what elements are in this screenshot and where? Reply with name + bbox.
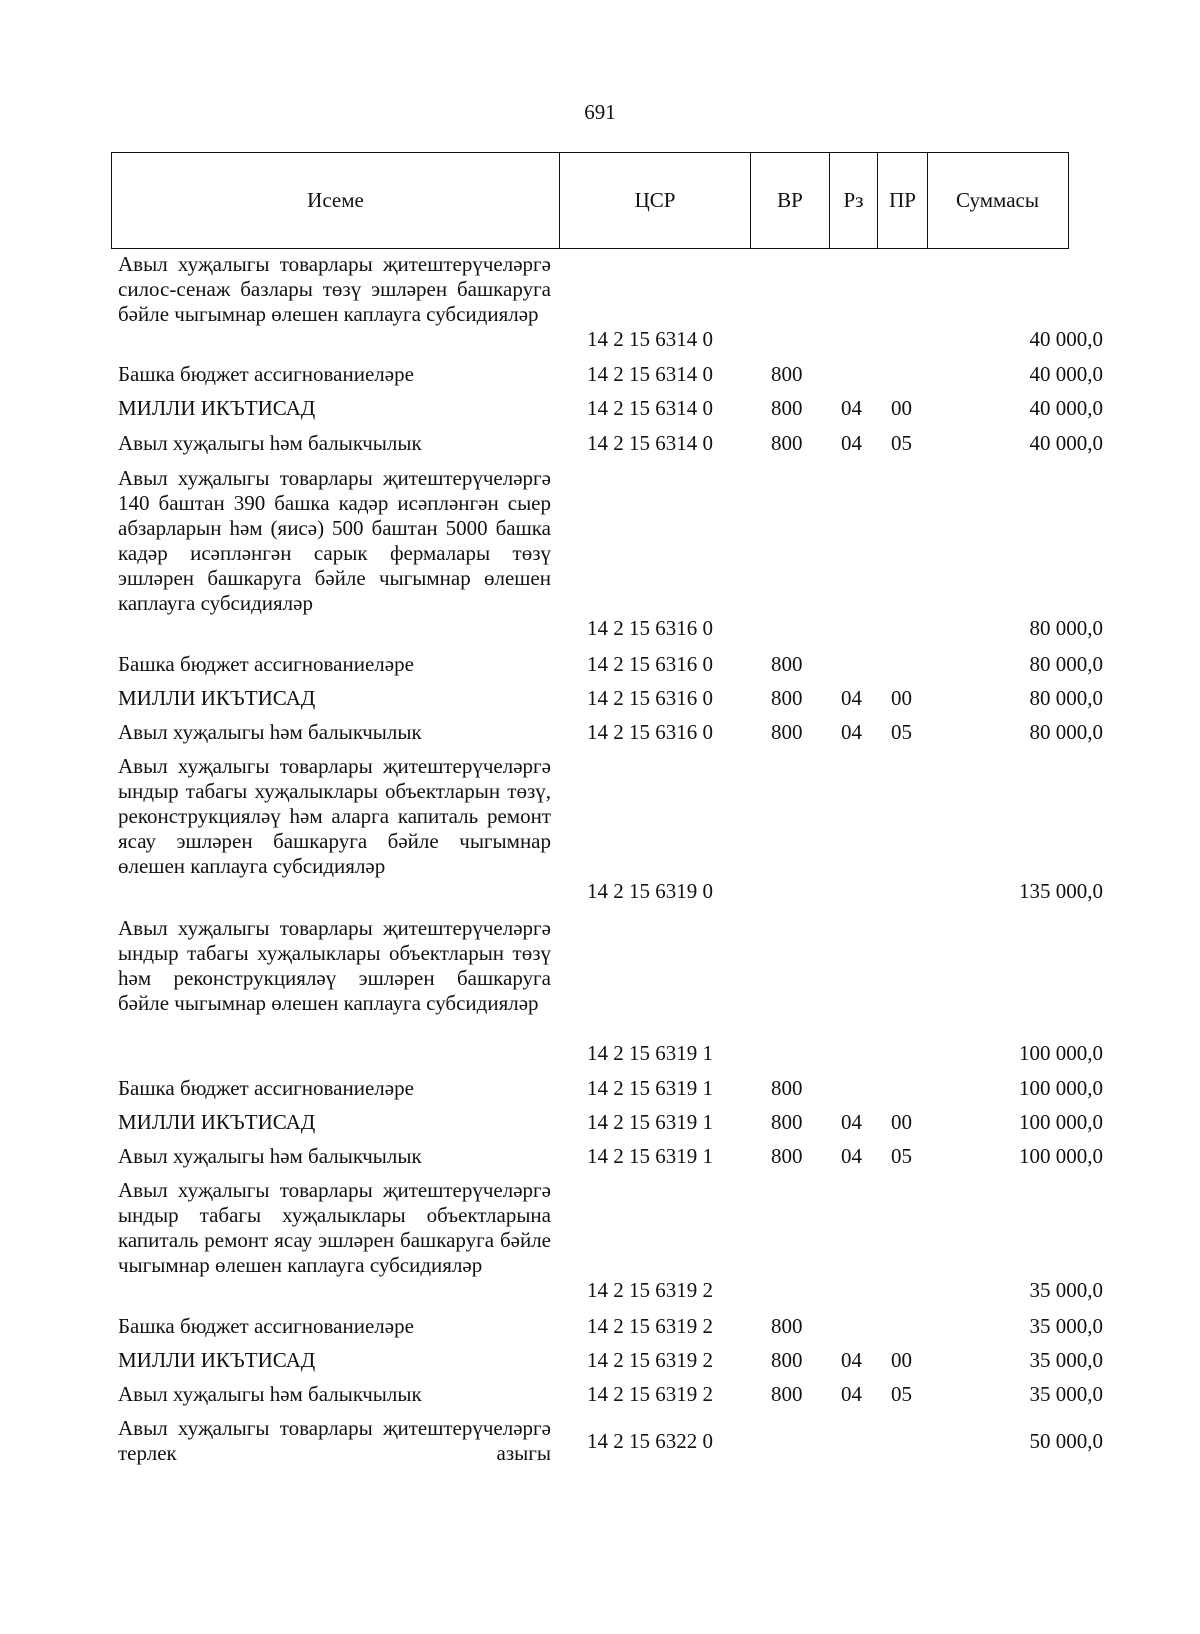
row-csr: 14 2 15 6316 0 [587,720,713,744]
row-sum: 50 000,0 [1029,1429,1103,1453]
row-pr: 05 [891,720,912,744]
row-csr: 14 2 15 6319 1 [587,1110,713,1134]
row-rz: 04 [841,1382,862,1406]
row-pr: 00 [891,1348,912,1372]
row-rz: 04 [841,396,862,420]
row-rz: 04 [841,1348,862,1372]
row-pr: 00 [891,1110,912,1134]
row-rz: 04 [841,1110,862,1134]
row-vr: 800 [771,1076,803,1100]
row-vr: 800 [771,396,803,420]
row-pr: 05 [891,431,912,455]
table-row [0,1144,1200,1169]
row-name: МИЛЛИ ИКЪТИСАД [118,686,316,710]
row-csr: 14 2 15 6319 2 [587,1314,713,1338]
row-csr: 14 2 15 6319 1 [587,1041,713,1065]
row-vr: 800 [771,1314,803,1338]
row-csr: 14 2 15 6314 0 [587,431,713,455]
row-name: Башка бюджет ассигнованиеләре [118,652,414,676]
row-vr: 800 [771,1348,803,1372]
header-pr: ПР [878,153,928,248]
row-sum: 35 000,0 [1029,1348,1103,1372]
row-sum: 35 000,0 [1029,1314,1103,1338]
header-name: Исеме [112,153,560,248]
row-vr: 800 [771,1110,803,1134]
table-row [0,466,1200,641]
row-name: МИЛЛИ ИКЪТИСАД [118,1110,316,1134]
row-csr: 14 2 15 6319 2 [587,1278,713,1302]
row-rz: 04 [841,1144,862,1168]
row-name: Башка бюджет ассигнованиеләре [118,1314,414,1338]
row-name: Авыл хуҗалыгы товарлары җитештерүчеләргә ындыр табагы хуҗалыклары объектларын төзү һәм реконструкцияләү эшләрен башкаруга бәйле чыгымнар өлешен каплауга субсидияләр [118,916,551,1015]
table-row [0,916,1200,1066]
row-sum: 35 000,0 [1029,1382,1103,1406]
table-row [0,431,1200,456]
row-sum: 80 000,0 [1029,652,1103,676]
row-sum: 135 000,0 [1019,879,1103,903]
table-row [0,396,1200,421]
row-pr: 05 [891,1144,912,1168]
table-row [0,652,1200,677]
row-name: Авыл хуҗалыгы һәм балыкчылык [118,720,422,744]
row-name: Авыл хуҗалыгы һәм балыкчылык [118,1144,422,1168]
row-sum: 40 000,0 [1029,431,1103,455]
row-vr: 800 [771,720,803,744]
row-sum: 40 000,0 [1029,396,1103,420]
table-row [0,1178,1200,1303]
row-name: Авыл хуҗалыгы товарлары җитештерүчеләргә силос-сенаж базлары төзү эшләрен башкаруга бәйле чыгымнар өлешен каплауга субсидияләр [118,252,551,326]
row-sum: 80 000,0 [1029,686,1103,710]
row-vr: 800 [771,686,803,710]
header-rz: Рз [830,153,878,248]
row-sum: 100 000,0 [1019,1041,1103,1065]
row-csr: 14 2 15 6314 0 [587,396,713,420]
row-sum: 35 000,0 [1029,1278,1103,1302]
row-pr: 05 [891,1382,912,1406]
row-name: Авыл хуҗалыгы һәм балыкчылык [118,431,422,455]
table-row [0,1314,1200,1339]
row-name: Авыл хуҗалыгы товарлары җитештерүчеләргә ындыр табагы хуҗалыклары объектларын төзү, реконструкцияләү һәм аларга капиталь ремонт ясау эшләрен башкаруга бәйле чыгымнар өлешен каплауга субсидияләр [118,754,551,878]
row-sum: 40 000,0 [1029,327,1103,351]
table-row [0,1382,1200,1407]
row-sum: 40 000,0 [1029,362,1103,386]
row-csr: 14 2 15 6319 0 [587,879,713,903]
row-csr: 14 2 15 6314 0 [587,362,713,386]
table-row [0,686,1200,711]
header-sum: Суммасы [956,188,1039,212]
table-row [0,1110,1200,1135]
table-row [0,362,1200,387]
row-rz: 04 [841,431,862,455]
row-name: МИЛЛИ ИКЪТИСАД [118,396,316,420]
row-csr: 14 2 15 6322 0 [587,1429,713,1453]
row-rz: 04 [841,720,862,744]
header-vr: ВР [751,153,830,248]
row-name: Авыл хуҗалыгы товарлары җитештерүчеләргә терлек азыгы [118,1416,551,1465]
row-vr: 800 [771,1144,803,1168]
table-row [0,720,1200,745]
page-number: 691 [584,100,616,124]
table-row [0,1348,1200,1373]
row-name: Авыл хуҗалыгы товарлары җитештерүчеләргә ындыр табагы хуҗалыклары объектларына капиталь ремонт ясау эшләрен башкаруга бәйле чыгымнар өлешен каплауга субсидияләр [118,1178,551,1277]
row-csr: 14 2 15 6319 1 [587,1144,713,1168]
row-sum: 80 000,0 [1029,720,1103,744]
row-name: МИЛЛИ ИКЪТИСАД [118,1348,316,1372]
header-csr: ЦСР [560,153,751,248]
table-row [0,1076,1200,1101]
row-name: Авыл хуҗалыгы һәм балыкчылык [118,1382,422,1406]
row-name: Авыл хуҗалыгы товарлары җитештерүчеләргә 140 баштан 390 башка кадәр исәпләнгән сыер абзарларын һәм (яисә) 500 баштан 5000 башка кадәр исәпләнгән сарык фермалары төзү эшләрен башкаруга бәйле чыгымнар өлешен каплауга субсидияләр [118,466,551,615]
row-vr: 800 [771,362,803,386]
row-sum: 100 000,0 [1019,1110,1103,1134]
row-vr: 800 [771,431,803,455]
table-row [0,754,1200,904]
row-csr: 14 2 15 6314 0 [587,327,713,351]
row-name: Башка бюджет ассигнованиеләре [118,1076,414,1100]
row-csr: 14 2 15 6316 0 [587,616,713,640]
row-csr: 14 2 15 6316 0 [587,652,713,676]
row-csr: 14 2 15 6316 0 [587,686,713,710]
row-vr: 800 [771,652,803,676]
row-csr: 14 2 15 6319 2 [587,1348,713,1372]
table-row [0,1416,1200,1466]
row-sum: 80 000,0 [1029,616,1103,640]
row-vr: 800 [771,1382,803,1406]
row-name: Башка бюджет ассигнованиеләре [118,362,414,386]
row-csr: 14 2 15 6319 2 [587,1382,713,1406]
row-pr: 00 [891,396,912,420]
row-sum: 100 000,0 [1019,1144,1103,1168]
row-pr: 00 [891,686,912,710]
row-rz: 04 [841,686,862,710]
row-sum: 100 000,0 [1019,1076,1103,1100]
table-row [0,252,1200,352]
row-csr: 14 2 15 6319 1 [587,1076,713,1100]
